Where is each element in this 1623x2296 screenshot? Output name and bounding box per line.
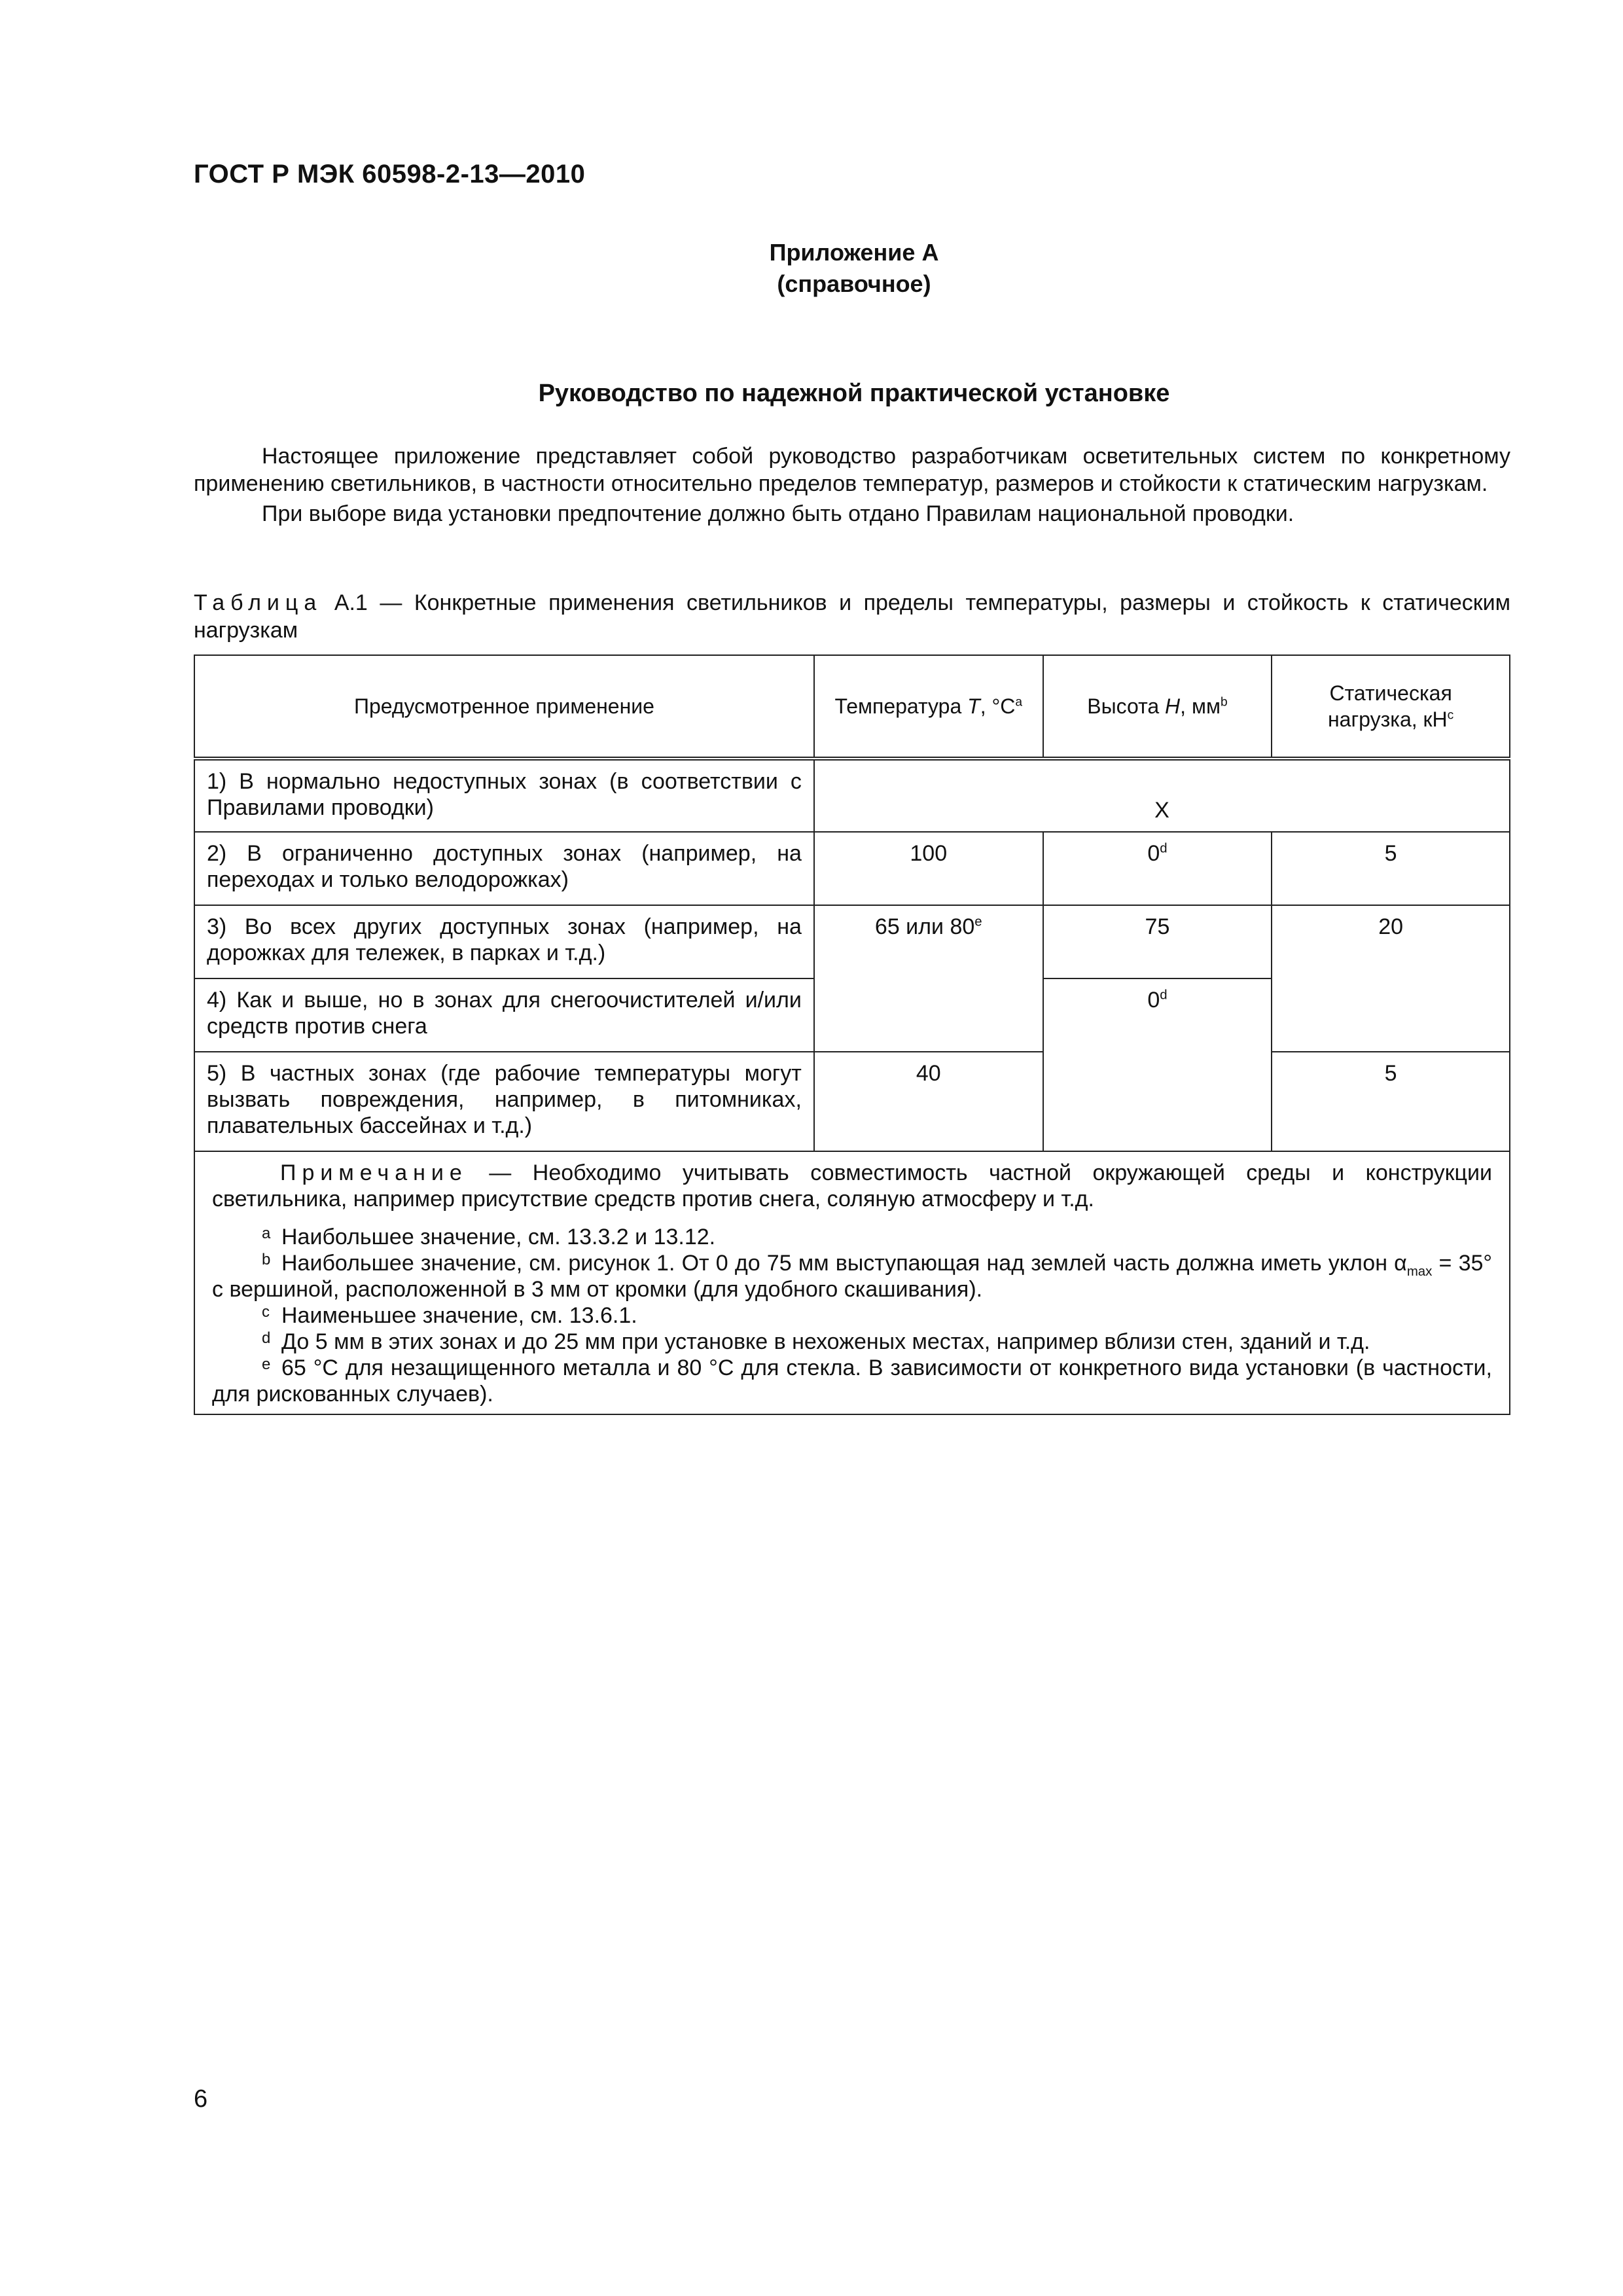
annex-type: (справочное) (777, 270, 931, 297)
section-title: Руководство по надежной практической установке (538, 380, 1170, 407)
row3-application: 3) Во всех других доступных зонах (например, на дорожках для тележек, в парках и т.д.) (194, 905, 814, 978)
intro-text (194, 442, 1510, 528)
annex-title: Приложение А (769, 239, 939, 266)
table-notes (194, 1151, 1510, 1414)
header-application: Предусмотренное применение (194, 655, 814, 759)
footnote-e: e 65 °С для незащищенного металла и 80 °С для стекла. В зависимости от конкретного вида установки (в частности, для рискованных случаев). (212, 1355, 1492, 1407)
intro-paragraph-2: При выборе вида установки предпочтение должно быть отдано Правилам национальной проводки. (262, 501, 1294, 526)
table-caption-text: А.1 — Конкретные применения светильников и пределы температуры, размеры и стойкость к статическим нагрузкам (194, 590, 1510, 643)
table-notes-row (194, 1151, 1510, 1414)
footnote-c: c Наименьшее значение, см. 13.6.1. (262, 1303, 637, 1328)
page-number: 6 (194, 2085, 208, 2113)
annex-heading (0, 237, 1623, 300)
row5-load: 5 (1272, 1052, 1510, 1151)
table-row (194, 759, 1510, 832)
table-row (194, 832, 1510, 905)
footnote-a: a Наибольшее значение, см. 13.3.2 и 13.12. (262, 1225, 716, 1249)
row3-height: 75 (1043, 905, 1272, 978)
row4-application: 4) Как и выше, но в зонах для снегоочистителей и/или средств против снега (194, 978, 814, 1052)
table-note: Примечание — Необходимо учитывать совместимость частной окружающей среды и конструкции светильника, например присутствие средств против снега, соляную атмосферу и т.д. (212, 1160, 1492, 1211)
row2-height: 0$^d$ (1043, 832, 1272, 905)
row2-temperature: 100 (814, 832, 1043, 905)
header-temperature: Температура T, $^\circ С^a$ (814, 655, 1043, 759)
table-caption (194, 589, 1510, 644)
table-row (194, 1052, 1510, 1151)
row2-load: 5 (1272, 832, 1510, 905)
table-row (194, 905, 1510, 978)
intro-paragraph-1: Настоящее приложение представляет собой руководство разработчикам осветительных систем по конкретному применению светильников, в частности относительно пределов температур, размеров и стойкости к статическим нагрузкам. (194, 444, 1510, 496)
table-caption-label: Таблица (194, 590, 323, 615)
row5-application: 5) В частных зонах (где рабочие температуры могут вызвать повреждения, например, в питомниках, плавательных бассейнах и т.д.) (194, 1052, 814, 1151)
row1-application: 1) В нормально недоступных зонах (в соответствии с Правилами проводки) (194, 759, 814, 832)
footnote-d: d До 5 мм в этих зонах и до 25 мм при установке в нехоженых местах, например вблизи стен, зданий и т.д. (262, 1329, 1370, 1354)
row3-load: 20 (1272, 905, 1510, 1052)
applications-table (194, 655, 1510, 1415)
row2-application: 2) В ограниченно доступных зонах (например, на переходах и только велодорожках) (194, 832, 814, 905)
document-header: ГОСТ Р МЭК 60598-2-13—2010 (194, 160, 586, 188)
row4-height: 0$^d$ (1043, 978, 1272, 1151)
row1-merged-value: X (814, 759, 1510, 832)
row3-temperature: 65 или 80e (814, 905, 1043, 1052)
header-height: Высота H, $мм^b$ (1043, 655, 1272, 759)
header-static-load: Статическая нагрузка, $кН^c$ (1272, 655, 1510, 759)
table-header-row (194, 655, 1510, 759)
footnote-b: b Наибольшее значение, см. рисунок 1. От 0 до 75 мм выступающая над землей часть должна иметь уклон $\alpha_{max} = 35^\circ$ с вершиной, расположенной в 3 мм от кромки (для удобного скашивания). (212, 1251, 1492, 1302)
row5-temperature: 40 (814, 1052, 1043, 1151)
